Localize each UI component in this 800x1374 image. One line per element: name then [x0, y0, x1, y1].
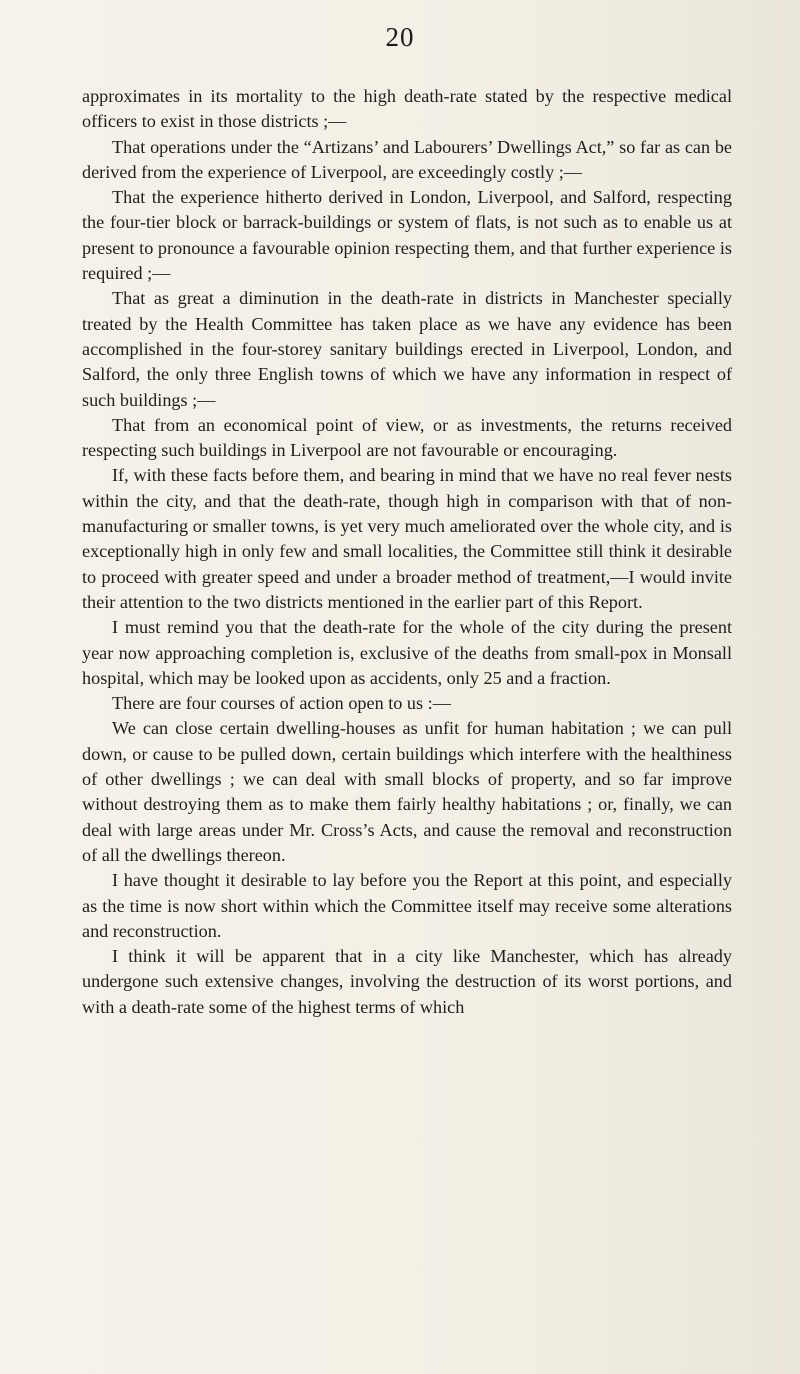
- paragraph-artizans-act: That operations under the “Artizans’ and Labourers’ Dwellings Act,” so far as can be derived from the experience of Liverpool, are exceedingly costly ;—: [82, 136, 732, 182]
- paragraph-economical-view: That from an economical point of view, or as investments, the returns received respecting such buildings in Liverpool are not favourable or encouraging.: [82, 414, 732, 461]
- paragraph-four-tier-blocks: That the experience hitherto derived in London, Liverpool, and Salford, respecting the four-tier block or barrack-buildings or system of flats, is not such as to enable us at present to pronounce a favourable opinion respecting them, and that further experience is required ;—: [82, 187, 732, 284]
- paragraph-continuation: approximates in its mortality to the high death-rate stated by the respective medical officers to exist in those districts ;—: [82, 86, 732, 132]
- paragraph-four-courses: There are four courses of action open to us :—: [112, 693, 451, 714]
- body-text: [82, 84, 732, 1020]
- paragraph-death-rate-city: I must remind you that the death-rate for the whole of the city during the present year now approaching completion is, exclusive of the deaths from small-pox in Monsall hospital, which may be looked upon as accidents, only 25 and a fraction.: [82, 617, 732, 688]
- paragraph-fever-nests: If, with these facts before them, and bearing in mind that we have no real fever nests within the city, and that the death-rate, though high in comparison with that of non-manufacturing or smaller towns, is yet very much ameliorated over the whole city, and is exceptionally high in only few and small localities, the Committee still think it desirable to proceed with greater speed and under a broader method of treatment,—I would invite their attention to the two districts mentioned in the earlier part of this Report.: [82, 465, 732, 612]
- paragraph-report-timing: I have thought it desirable to lay before you the Report at this point, and especially as the time is now short within which the Committee itself may receive some alterations and reconstruction.: [82, 870, 732, 941]
- page-number: 20: [385, 22, 415, 52]
- paragraph-courses-of-action: We can close certain dwelling-houses as unfit for human habitation ; we can pull down, or cause to be pulled down, certain buildings which interfere with the healthiness of other dwellings ; we can deal with small blocks of property, and so far improve without destroying them as to make them fairly healthy habitations ; or, finally, we can deal with large areas under Mr. Cross’s Acts, and cause the removal and reconstruction of all the dwellings thereon.: [82, 718, 732, 865]
- paragraph-manchester-changes: I think it will be apparent that in a city like Manchester, which has already undergone such extensive changes, involving the destruction of its worst portions, and with a death-rate some of the highest terms of which: [82, 946, 732, 1017]
- paragraph-death-rate-diminution: That as great a diminution in the death-rate in districts in Manchester specially treated by the Health Committee has taken place as we have any evidence has been accomplished in the four-storey sanitary buildings erected in Liverpool, London, and Salford, the only three English towns of which we have any information in respect of such buildings ;—: [82, 288, 732, 410]
